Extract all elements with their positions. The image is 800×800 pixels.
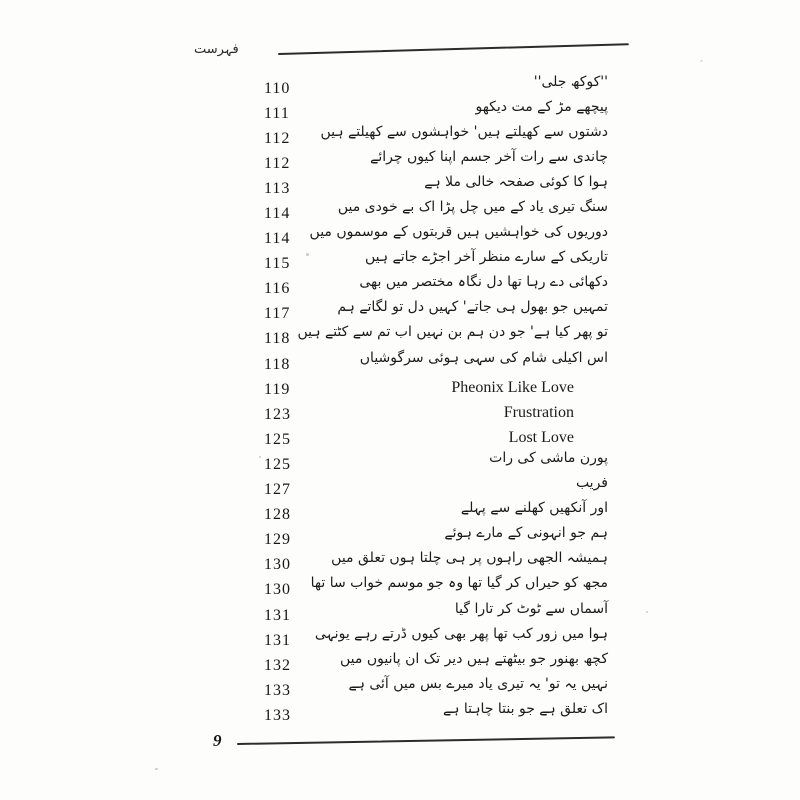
toc-entry: [190, 148, 610, 176]
toc-entry: [190, 550, 610, 578]
toc-entry: [190, 500, 610, 528]
toc-page-number: 115: [264, 255, 291, 273]
toc-title: تاریکی کے سارے منظر آخر اجڑے جاتے ہیں: [365, 249, 608, 266]
scan-speck: [700, 60, 703, 62]
toc-entry: [190, 324, 610, 352]
scan-speck: [306, 253, 309, 256]
toc-title: دشتوں سے کھیلتے ہیں' خواہشوں سے کھیلتے ہیں: [320, 123, 608, 140]
toc-title: پورن ماشی کی رات: [489, 449, 608, 466]
scan-speck: [259, 456, 261, 458]
toc-title: نہیں یہ تو' یہ تیری یاد میرے بس میں آئی ہے: [348, 675, 608, 692]
toc-page-number: 129: [264, 531, 291, 549]
toc-title: پیچھے مڑ کے مت دیکھو: [475, 98, 608, 115]
toc-entry: [190, 449, 610, 477]
toc-page-number: 127: [264, 481, 291, 499]
toc-title: چاندی سے رات آخر جسم اپنا کیوں چرائے: [370, 148, 608, 165]
toc-page-number: 123: [264, 405, 291, 423]
toc-entry: [190, 675, 610, 703]
toc-title: تو پھر کیا ہے' جو دن ہم بن نہیں اب تم سے کٹتے ہیں: [297, 324, 608, 341]
contents-heading: فہرست: [194, 42, 239, 57]
toc-entry: [190, 700, 610, 728]
toc-entry: [190, 73, 610, 101]
toc-entry: [190, 650, 610, 678]
toc-entry: [190, 274, 610, 302]
toc-title: ہوا کا کوئی صفحہ خالی ملا ہے: [424, 173, 608, 190]
toc-title: اس اکیلی شام کی سہی ہوئی سرگوشیاں: [359, 349, 608, 366]
book-page-number: 9: [213, 731, 222, 750]
toc-title: دکھائی دے رہا تھا دل نگاہ مختصر میں بھی: [359, 274, 608, 291]
toc-title: فریب: [575, 475, 608, 492]
toc-page-number: 119: [264, 380, 291, 398]
toc-entry: [190, 123, 610, 151]
toc-title: ہوا میں زور کب تھا پھر بھی کیوں ڈرتے رہے یونہی: [314, 625, 608, 642]
scan-speck: [646, 611, 648, 613]
toc-entry: [190, 427, 610, 452]
toc-entry: [190, 377, 610, 402]
toc-page-number: 117: [264, 305, 291, 323]
toc-entry: [190, 201, 610, 226]
toc-title: ''کوکھ جلی'': [533, 73, 608, 90]
toc-page-number: 113: [264, 179, 291, 197]
toc-entry: [190, 575, 610, 603]
toc-entry: [190, 402, 610, 427]
toc-title: Frustration: [503, 403, 574, 421]
toc-entry: [190, 525, 610, 553]
toc-entry: [190, 600, 610, 628]
toc-page-number: 111: [264, 104, 290, 122]
toc-entry: [190, 249, 610, 277]
toc-title: Lost Love: [508, 428, 574, 446]
toc-title: اک تعلق ہے جو بنتا چاہتا ہے: [442, 700, 608, 717]
toc-entry: [190, 173, 610, 201]
toc-title: ہم جو انہونی کے مارے ہوئے: [444, 525, 608, 542]
toc-page-number: 125: [264, 430, 291, 448]
toc-title: ہمیشہ الجھی راہوں پر ہی چلتا ہوں تعلق میں: [331, 550, 608, 567]
toc-page-number: 130: [264, 581, 291, 599]
toc-entry: [190, 475, 610, 503]
toc-entry: [190, 224, 610, 252]
toc-page-number: 114: [264, 230, 291, 248]
toc-page-number: 118: [264, 330, 291, 348]
toc-title: آسماں سے ٹوٹ کر تارا گیا: [454, 600, 608, 617]
toc-page-number: 133: [264, 681, 291, 699]
toc-page-number: 132: [264, 656, 291, 674]
toc-title: کچھ بھنور جو بیٹھتے ہیں دیر تک ان پانیوں میں: [340, 650, 608, 667]
toc-page-number: 110: [264, 79, 291, 97]
toc-title: Pheonix Like Love: [451, 378, 574, 396]
toc-title: دوریوں کی خواہشیں ہیں قربتوں کے موسموں میں: [309, 224, 608, 241]
scan-speck: [155, 768, 158, 770]
toc-page-number: 133: [264, 706, 291, 724]
toc-title: تمہیں جو بھول ہی جاتے' کہیں دل تو لگاتے ہم: [337, 299, 608, 316]
toc-page-number: 131: [264, 606, 291, 624]
toc-entry: [190, 98, 610, 126]
toc-title: مجھ کو حیراں کر گیا تھا وہ جو موسم خواب سا تھا: [310, 575, 608, 592]
toc-page-number: 131: [264, 631, 291, 649]
toc-title: اور آنکھیں کھلنے سے پہلے: [460, 500, 608, 517]
toc-page-number: 130: [264, 556, 291, 574]
toc-title: سنگ تیری یاد کے میں چل پڑا اک بے خودی میں: [337, 199, 608, 216]
toc-page-number: 116: [264, 280, 291, 298]
toc-page-number: 118: [264, 355, 291, 373]
toc-page-number: 114: [264, 205, 291, 223]
toc-page-number: 128: [264, 506, 291, 524]
toc-page-number: 125: [264, 455, 291, 473]
table-of-contents: [190, 73, 610, 728]
toc-page-number: 112: [264, 129, 291, 147]
toc-entry: [190, 625, 610, 653]
footer-rule: [237, 736, 615, 745]
toc-entry: [190, 299, 610, 327]
toc-page-number: 112: [264, 154, 291, 172]
header-rule: [278, 43, 629, 55]
toc-entry: [190, 349, 610, 377]
